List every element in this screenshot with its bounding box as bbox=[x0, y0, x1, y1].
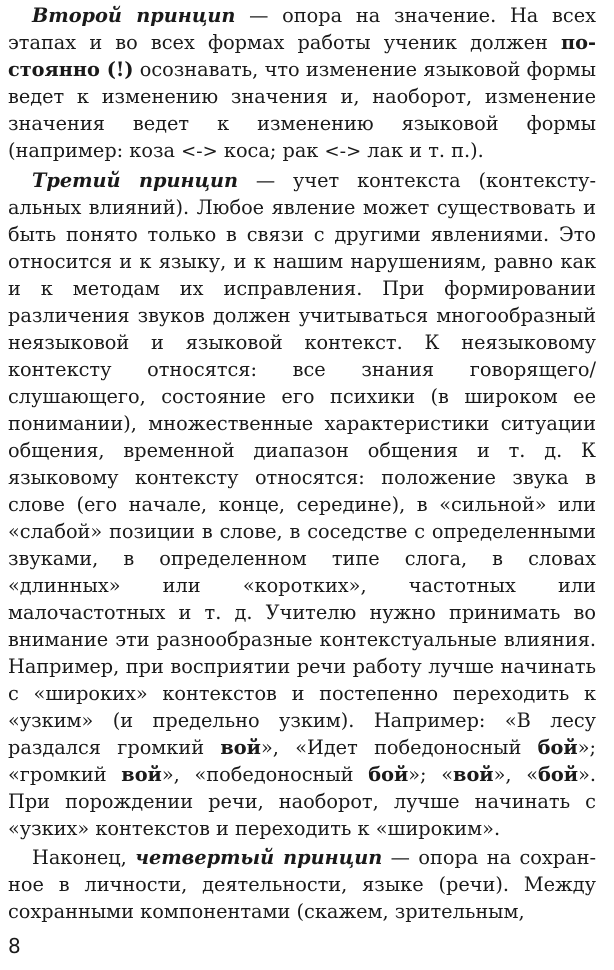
bold-word: бой bbox=[537, 736, 578, 759]
fourth-principle-heading: четвертый принцип bbox=[135, 846, 383, 869]
emphasis-constantly: постоянно (!) bbox=[8, 31, 596, 81]
paragraph-text: Наконец, bbox=[32, 846, 136, 869]
bold-word: вой bbox=[453, 763, 494, 786]
page-text bbox=[8, 2, 596, 925]
paragraph-text: ». При порождении речи, наоборот, лучше начинать с «узких» контекстов и переходить к «широким». bbox=[8, 763, 596, 840]
bold-word: вой bbox=[220, 736, 261, 759]
paragraph-third-principle bbox=[8, 167, 596, 842]
double-arrow-icon: <-> bbox=[181, 141, 218, 162]
paragraph-text: »; « bbox=[408, 763, 454, 786]
paragraph-text: коса; рак bbox=[217, 139, 325, 162]
third-principle-heading: Третий принцип bbox=[32, 169, 239, 192]
paragraph-text: — учет контекста (контекстуальных влияний). Любое явление может существовать и быть понято только в связи с другими явлениями. Это относится и к языку, и к нашим нарушениям, равно как и к методам их исправления. При формировании различения звуков должен учитываться многообразный неязыковой и языковой контекст. К неязыковому контексту относятся: все знания говорящего/слушающего, состояние его психики (в широком ее понимании), множественные характеристики ситуации общения, временной диапазон общения и т. д. К языковому контексту относятся: положение звука в слове (его начале, конце, середине), в «сильной» или «слабой» позиции в слове, в соседстве с определенными звуками, в определенном типе слога, в словах «длинных» или «коротких», частотных или малочастотных и т. д. Учителю нужно принимать во внимание эти разнообразные контекстуальные влияния. Например, при восприятии речи работу лучше начинать с «широких» контекстов и постепенно переходить к «узким» (и предельно узким). Например: «В лесу раздался громкий bbox=[8, 169, 596, 759]
double-arrow-icon: <-> bbox=[324, 141, 362, 162]
bold-word: бой bbox=[538, 763, 579, 786]
paragraph-text: »; «громкий bbox=[8, 736, 596, 786]
paragraph-fourth-principle bbox=[8, 844, 596, 925]
paragraph-second-principle bbox=[8, 2, 596, 165]
paragraph-text: », «Идет победоносный bbox=[260, 736, 538, 759]
second-principle-heading: Второй принцип bbox=[32, 4, 236, 27]
paragraph-text: — опора на сохранное в личности, деятельности, языке (речи). Между сохранными компонентами (скажем, зрительным, bbox=[8, 846, 596, 923]
paragraph-text: », « bbox=[493, 763, 539, 786]
page-number: 8 bbox=[8, 934, 21, 958]
bold-word: вой bbox=[121, 763, 162, 786]
bold-word: бой bbox=[368, 763, 409, 786]
paragraph-text: осознавать, что изменение языковой формы ведет к изменению значения и, наоборот, изменение значения ведет к изменению языковой формы (например: коза bbox=[8, 58, 596, 162]
paragraph-text: лак и т. п.). bbox=[361, 139, 484, 162]
paragraph-text: », «победоносный bbox=[161, 763, 369, 786]
paragraph-text: — опора на значение. На всех этапах и во всех формах работы ученик должен bbox=[8, 4, 596, 54]
